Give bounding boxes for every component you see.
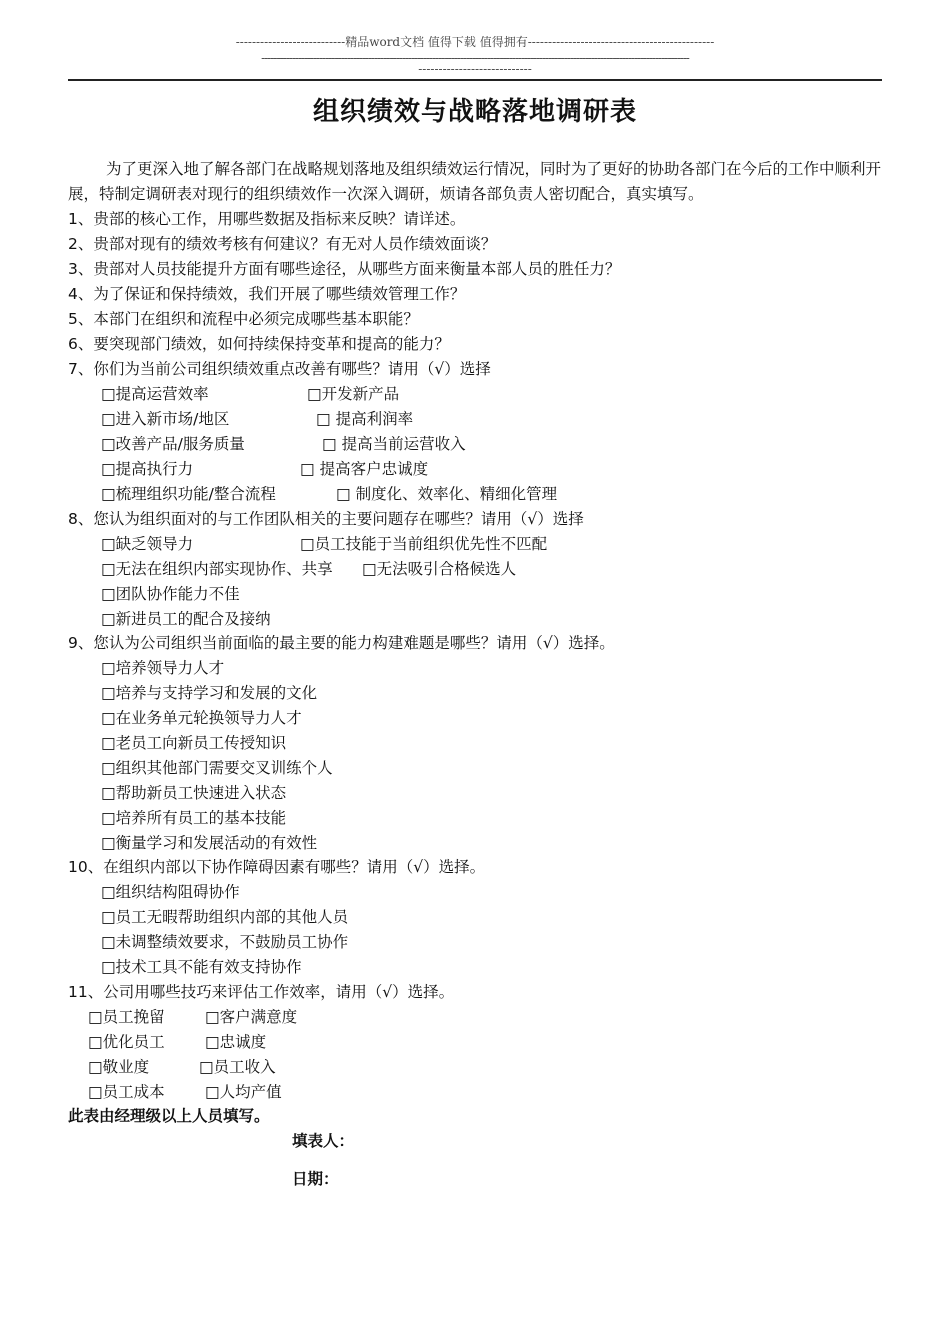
checkbox-option[interactable]: □组织其他部门需要交叉训练个人 [101, 759, 333, 777]
checkbox-option[interactable]: □无法吸引合格候选人 [362, 560, 517, 578]
checkbox-option[interactable]: □培养领导力人才 [101, 659, 225, 677]
checkbox-option[interactable]: □ 提高客户忠诚度 [300, 460, 429, 478]
checkbox-option[interactable]: □ 制度化、效率化、精细化管理 [336, 485, 558, 503]
date-label: 日期： [292, 1170, 339, 1188]
checkbox-option[interactable]: □提高运营效率 [101, 385, 209, 403]
checkbox-option[interactable]: □组织结构阻碍协作 [101, 883, 240, 901]
checkbox-option[interactable]: □无法在组织内部实现协作、共享 [101, 560, 333, 578]
question-2: 2、贵部对现有的绩效考核有何建议？有无对人员作绩效面谈？ [68, 235, 497, 253]
question-6: 6、要突现部门绩效，如何持续保持变革和提高的能力？ [68, 335, 450, 353]
header-rule [68, 79, 882, 81]
checkbox-option[interactable]: □提高执行力 [101, 460, 194, 478]
filler-label: 填表人： [292, 1132, 355, 1150]
question-5: 5、本部门在组织和流程中必须完成哪些基本职能？ [68, 310, 419, 328]
question-4: 4、为了保证和保持绩效，我们开展了哪些绩效管理工作？ [68, 285, 466, 303]
checkbox-option[interactable]: □忠诚度 [205, 1033, 267, 1051]
checkbox-option[interactable]: □员工挽留 [88, 1008, 165, 1026]
checkbox-option[interactable]: □帮助新员工快速进入状态 [101, 784, 287, 802]
question-1: 1、贵部的核心工作，用哪些数据及指标来反映？请详述。 [68, 210, 466, 228]
checkbox-option[interactable]: □老员工向新员工传授知识 [101, 734, 287, 752]
checkbox-option[interactable]: □敬业度 [88, 1058, 150, 1076]
checkbox-option[interactable]: □人均产值 [205, 1083, 282, 1101]
checkbox-option[interactable]: □在业务单元轮换领导力人才 [101, 709, 302, 727]
footer-note: 此表由经理级以上人员填写。 [68, 1107, 270, 1125]
checkbox-option[interactable]: □缺乏领导力 [101, 535, 194, 553]
checkbox-option[interactable]: □梳理组织功能/整合流程 [101, 485, 276, 503]
checkbox-option[interactable]: □员工无暇帮助组织内部的其他人员 [101, 908, 349, 926]
checkbox-option[interactable]: □培养与支持学习和发展的文化 [101, 684, 318, 702]
question-9: 9、您认为公司组织当前面临的最主要的能力构建难题是哪些？请用（√）选择。 [68, 634, 615, 652]
question-3: 3、贵部对人员技能提升方面有哪些途径，从哪些方面来衡量本部人员的胜任力？ [68, 260, 621, 278]
page-header-dashes-short: ---------------------------- [418, 62, 532, 76]
checkbox-option[interactable]: □开发新产品 [307, 385, 400, 403]
page-header-dashes: -------------------------------------------------------------------------------------------------------------------------------------------- [261, 51, 689, 65]
page-header-banner: ---------------------------精品word文档 值得下载 值得拥有---------------------------------------------- [235, 35, 715, 49]
checkbox-option[interactable]: □未调整绩效要求，不鼓励员工协作 [101, 933, 349, 951]
document-title: 组织绩效与战略落地调研表 [312, 97, 637, 127]
question-7: 7、你们为当前公司组织绩效重点改善有哪些？请用（√）选择 [68, 360, 491, 378]
question-8: 8、您认为组织面对的与工作团队相关的主要问题存在哪些？请用（√）选择 [68, 510, 584, 528]
checkbox-option[interactable]: □ 提高当前运营收入 [322, 435, 466, 453]
checkbox-option[interactable]: □员工成本 [88, 1083, 165, 1101]
checkbox-option[interactable]: □技术工具不能有效支持协作 [101, 958, 302, 976]
checkbox-option[interactable]: □培养所有员工的基本技能 [101, 809, 287, 827]
checkbox-option[interactable]: □员工技能于当前组织优先性不匹配 [300, 535, 548, 553]
checkbox-option[interactable]: □进入新市场/地区 [101, 410, 230, 428]
question-11: 11、公司用哪些技巧来评估工作效率，请用（√）选择。 [68, 983, 455, 1001]
checkbox-option[interactable]: □改善产品/服务质量 [101, 435, 245, 453]
intro-paragraph: 为了更深入地了解各部门在战略规划落地及组织绩效运行情况，同时为了更好的协助各部门在今后的工作中顺利开展，特制定调研表对现行的组织绩效作一次深入调研，烦请各部负责人密切配合，真实填写。 [68, 160, 882, 203]
checkbox-option[interactable]: □员工收入 [199, 1058, 276, 1076]
checkbox-option[interactable]: □ 提高利润率 [316, 410, 414, 428]
checkbox-option[interactable]: □新进员工的配合及接纳 [101, 610, 271, 628]
checkbox-option[interactable]: □衡量学习和发展活动的有效性 [101, 834, 318, 852]
checkbox-option[interactable]: □客户满意度 [205, 1008, 298, 1026]
checkbox-option[interactable]: □优化员工 [88, 1033, 165, 1051]
checkbox-option[interactable]: □团队协作能力不佳 [101, 585, 240, 603]
question-10: 10、在组织内部以下协作障碍因素有哪些？请用（√）选择。 [68, 858, 486, 876]
